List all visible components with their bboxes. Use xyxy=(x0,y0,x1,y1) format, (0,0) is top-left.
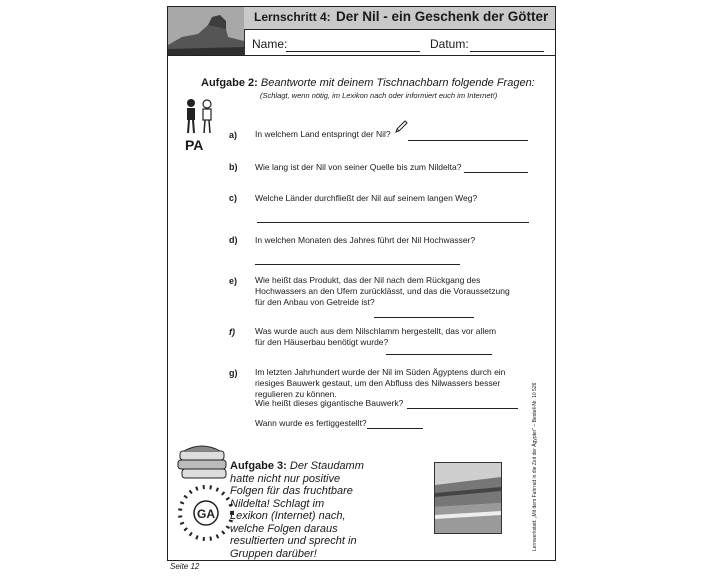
worksheet-page xyxy=(167,6,556,561)
date-label: Datum: xyxy=(430,37,469,51)
task3-description: Der Staudamm hatte nicht nur positive Folgen für das fruchtbare Nildelta! Schlagt im Lexikon (Internet) nach, welche Folgen daraus resultierten und sprecht in Gruppen darüber! xyxy=(230,460,364,560)
header-divider xyxy=(168,55,555,56)
answer-line-a[interactable] xyxy=(408,140,528,141)
answer-line-g1[interactable] xyxy=(407,408,518,409)
question-b-label: b) xyxy=(229,162,238,172)
question-f-text: Was wurde auch aus dem Nilschlamm hergestellt, das vor allem für den Häuserbau benötigt wurde? xyxy=(255,326,497,347)
sphinx-photo xyxy=(168,7,245,56)
question-d-label: d) xyxy=(229,235,238,245)
dam-photo xyxy=(434,462,502,534)
task2-heading xyxy=(201,77,535,89)
question-c-label: c) xyxy=(229,193,238,203)
answer-line-e[interactable] xyxy=(374,317,474,318)
name-field[interactable] xyxy=(286,51,420,52)
answer-line-g2[interactable] xyxy=(367,428,423,429)
question-g-text3: Wann wurde es fertiggestellt? xyxy=(255,418,367,428)
question-g-text2: Wie heißt dieses gigantische Bauwerk? xyxy=(255,398,404,408)
task2-label: Aufgabe 2: xyxy=(201,77,258,89)
question-e-text: Wie heißt das Produkt, das der Nil nach dem Rückgang des Hochwassers an den Ufern zurücklässt, und das die Voraussetzung für den Anbau von Getreide ist? xyxy=(255,275,510,307)
question-a-text: In welchem Land entspringt der Nil? xyxy=(255,129,391,139)
task2-instruction: Beantworte mit deinem Tischnachbarn folgende Fragen: xyxy=(260,77,535,89)
task3-label: Aufgabe 3: xyxy=(230,460,287,472)
group-work-icon xyxy=(174,443,238,553)
page-title: Der Nil - ein Geschenk der Götter xyxy=(336,9,549,24)
question-e-label: e) xyxy=(229,276,238,286)
question-f-label: f) xyxy=(229,327,235,337)
pencil-icon xyxy=(394,120,408,134)
question-g-text: Im letzten Jahrhundert wurde der Nil im Süden Ägyptens durch ein riesiges Bauwerk gestaut, um den Abfluss des Nilwassers besser regulieren zu können. xyxy=(255,367,506,399)
answer-line-d[interactable] xyxy=(255,264,460,265)
answer-line-b[interactable] xyxy=(464,172,528,173)
publisher-note: Lernwerkstatt: „Mit dem Fahrrad in die Zeit der Ägypter“ – Bestell-Nr. 10 526 xyxy=(532,382,538,551)
question-c-text: Welche Länder durchfließt der Nil auf seinem langen Weg? xyxy=(255,193,478,203)
title-bar xyxy=(244,7,555,30)
answer-line-c[interactable] xyxy=(257,222,529,223)
step-label: Lernschritt 4: xyxy=(254,10,331,24)
question-b-text: Wie lang ist der Nil von seiner Quelle bis zum Nildelta? xyxy=(255,162,462,172)
task3-text xyxy=(230,460,365,560)
task2-subnote: (Schlagt, wenn nötig, im Lexikon nach oder informiert euch im Internet!) xyxy=(260,91,498,100)
question-g-label: g) xyxy=(229,368,238,378)
partner-work-label: PA xyxy=(185,137,204,153)
date-field[interactable] xyxy=(470,51,544,52)
page-number: Seite 12 xyxy=(170,562,200,571)
group-work-label: GA xyxy=(197,507,215,521)
question-d-text: In welchen Monaten des Jahres führt der Nil Hochwasser? xyxy=(255,235,476,245)
question-a-label: a) xyxy=(229,130,238,140)
name-label: Name: xyxy=(252,37,288,51)
answer-line-f[interactable] xyxy=(386,354,492,355)
